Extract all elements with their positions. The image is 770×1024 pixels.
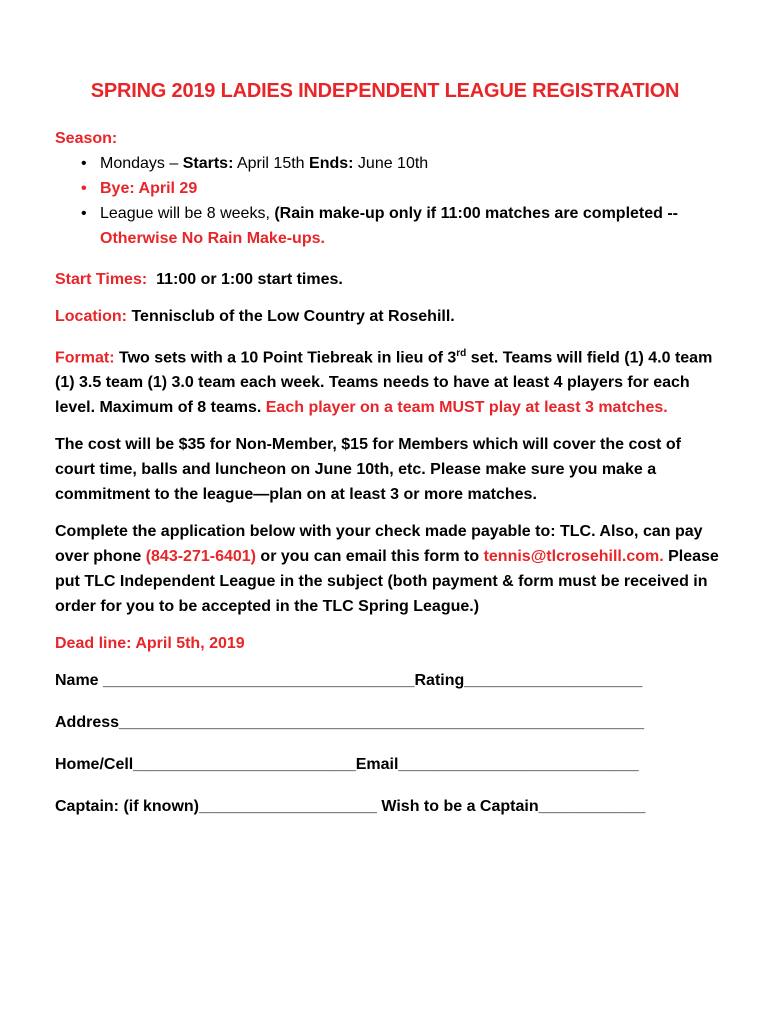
page-title: SPRING 2019 LADIES INDEPENDENT LEAGUE REGISTRATION — [90, 80, 680, 102]
address-field[interactable]: ___________________________________________________________ — [119, 714, 645, 732]
rating-field[interactable]: ____________________ — [464, 672, 643, 690]
captain-field[interactable]: ____________________ — [198, 798, 377, 816]
league-length-item — [100, 201, 720, 251]
address-row — [55, 710, 720, 752]
home-cell-label: Home/Cell — [55, 756, 134, 774]
captain-row — [55, 794, 720, 836]
home-cell-field[interactable]: _________________________ — [133, 756, 356, 774]
season-label: Season: — [55, 130, 118, 147]
rating-label: Rating — [414, 672, 465, 690]
wish-captain-label: Wish to be a Captain — [376, 798, 539, 816]
ends-label: Ends: — [309, 155, 354, 172]
application-paragraph — [55, 519, 720, 619]
ordinal-superscript: rd — [456, 348, 467, 359]
location-value: Tennisclub of the Low Country at Rosehill. — [131, 308, 455, 325]
season-day: Mondays – — [100, 155, 183, 172]
format-text-continued: set. Teams will field (1) 4.0 team (1) 3.5 team (1) 3.0 team each week. Teams needs to have at least 4 players for each level. Maximum of 8 teams. — [55, 349, 713, 417]
start-times-paragraph — [55, 267, 720, 292]
application-text: Complete the application below with your check made payable to: TLC. Also, can pay over phone — [55, 523, 703, 566]
starts-value: April 15th — [233, 155, 310, 172]
season-list — [55, 151, 720, 251]
name-label: Name — [55, 672, 104, 690]
name-field[interactable]: ___________________________________ — [103, 672, 415, 690]
cost-paragraph: The cost will be $35 for Non-Member, $15 for Members which will cover the cost of court time, balls and luncheon on June 10th, etc. Please make sure you make a commitment to the league—plan on at least 3 or more matches. — [55, 436, 681, 504]
start-times-value: 11:00 or 1:00 start times. — [156, 271, 343, 288]
location-label: Location: — [55, 308, 127, 325]
start-times-label: Start Times: — [55, 271, 148, 288]
email-field[interactable]: ___________________________ — [398, 756, 639, 774]
format-paragraph — [55, 341, 720, 420]
league-length-text: League will be 8 weeks, — [100, 205, 275, 222]
email-address[interactable]: tennis@tlcrosehill.com. — [483, 548, 664, 566]
registration-fields — [55, 668, 720, 836]
application-text-email: or you can email this form to — [255, 548, 484, 566]
rain-makeup-text: (Rain make-up only if 11:00 matches are completed -- — [274, 205, 679, 222]
no-rain-makeup-text: Otherwise No Rain Make-ups. — [100, 230, 325, 247]
deadline: Dead line: April 5th, 2019 — [55, 635, 245, 653]
format-requirement: Each player on a team MUST play at least 3 matches. — [265, 399, 668, 417]
season-dates-item — [100, 151, 720, 176]
wish-captain-field[interactable]: ____________ — [538, 798, 646, 816]
phone-email-row — [55, 752, 720, 794]
email-label: Email — [355, 756, 399, 774]
bye-item: • Bye: April 29 — [100, 176, 720, 201]
format-text: Two sets with a 10 Point Tiebreak in lieu of 3 — [114, 349, 457, 367]
address-label: Address — [55, 714, 120, 732]
format-label: Format: — [55, 349, 115, 367]
document-body — [55, 126, 720, 836]
location-paragraph — [55, 304, 720, 329]
ends-value: June 10th — [353, 155, 429, 172]
starts-label: Starts: — [182, 155, 234, 172]
phone-number: (843-271-6401) — [145, 548, 256, 566]
application-text-subject: Please put TLC Independent League in the subject (both payment & form must be received in order for you to be accepted in the TLC Spring League.) — [55, 548, 719, 616]
captain-label: Captain: (if known) — [55, 798, 199, 816]
name-rating-row — [55, 668, 720, 710]
